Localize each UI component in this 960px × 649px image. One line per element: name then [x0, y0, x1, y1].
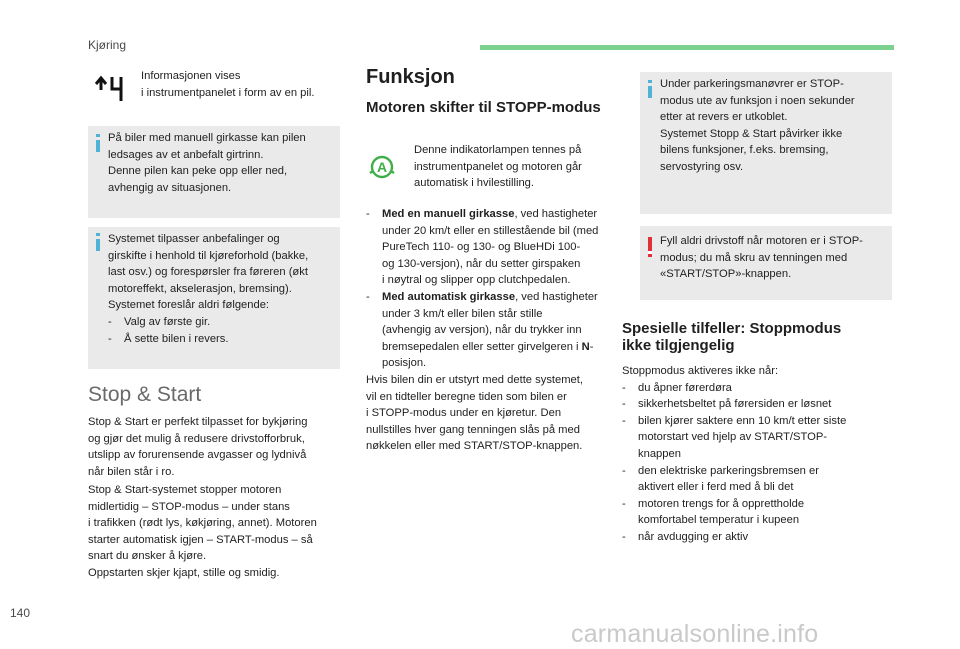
indicator-text: Denne indikatorlampen tennes på instrumentpanelet og motoren går automatisk i hvilestilling.: [414, 144, 582, 190]
header-accent-bar: [480, 45, 894, 50]
page-number: 140: [10, 606, 31, 620]
tip-icon: [96, 239, 100, 251]
tip-icon: [96, 140, 100, 152]
tip-icon: [648, 86, 652, 98]
counter-paragraph: Hvis bilen din er utstyrt med dette systemet, vil en tidteller beregne tiden som bilen er i STOPP-modus under en kjøretur. Den nullstilles hver gang tenningen slås på med nøkkelen eller med START/STOP-knappen.: [366, 373, 583, 453]
list-item: - Å sette bilen i revers.: [108, 332, 229, 345]
warning-box-refuel: Fyll aldri drivstoff når motoren er i STOP- modus; du må skru av tenningen med «START/STOP»-knappen.: [640, 226, 892, 300]
list-item: - bilen kjører saktere enn 10 km/t etter siste motorstart ved hjelp av START/STOP- knappen: [622, 414, 847, 460]
special-cases-title: Spesielle tilfeller: Stoppmodus ikke tilgjengelig: [622, 320, 842, 354]
list-item: - sikkerhetsbeltet på førersiden er løsnet: [622, 398, 832, 411]
info-text: Informasjonen vises i instrumentpanelet i form av en pil.: [141, 70, 315, 99]
function-title: Funksjon: [366, 66, 455, 88]
special-cases-list: Stoppmodus aktiveres ikke når: - du åpner førerdøra - sikkerhetsbeltet på førersiden er løsnet - bilen kjører saktere enn 10 km/t etter siste motorstart ved hjelp av START/STOP- knappen - den elektriske parkeringsbremsen er aktivert eller i ferd med å bli det - motoren trengs for å opprettholde komfortabel temperatur i kupeen - når avdugging er aktiv: [622, 363, 884, 546]
list-item: - den elektriske parkeringsbremsen er aktivert eller i ferd med å bli det: [622, 464, 819, 494]
stop-mode-subtitle: Motoren skifter til STOPP-modus: [366, 99, 601, 116]
stop-start-intro: Stop & Start er perfekt tilpasset for bykjøring og gjør det mulig å redusere drivstofforbruk, utslipp av forurensende avgasser og lydnivå når bilen står i ro.: [88, 416, 308, 478]
indicator-letter: A: [376, 159, 388, 175]
tip-box-manual-gearbox: På biler med manuell girkasse kan pilen ledsages av et anbefalt girtrinn. Denne pilen kan peke opp eller ned, avhengig av situasjonen.: [88, 126, 340, 218]
gear-shift-arrow-icon: [92, 72, 126, 102]
warning-icon: [648, 237, 652, 257]
eco-a-indicator-icon: [368, 155, 396, 179]
tip-box-parking: Under parkeringsmanøvrer er STOP- modus ute av funksjon i noen sekunder etter at revers er utkoblet. Systemet Stopp & Start påvirker ikke bilens funksjoner, f.eks. bremsing, servostyring osv.: [640, 72, 892, 214]
list-item: - når avdugging er aktiv: [622, 530, 749, 543]
list-item: - Med en manuell girkasse, ved hastigheter under 20 km/t eller en stillestående bil (med PureTech 110- og 130- og BlueHDi 100- og 130-versjon), når du setter girspaken i nøytral og slipper opp clutchpedalen.: [366, 208, 599, 287]
section-label: Kjøring: [88, 38, 127, 52]
list-item: - Med automatisk girkasse, ved hastigheter under 3 km/t eller bilen står stille (avhengig av versjon), når du trykker inn bremsepedalen eller setter girvelgeren i N- posisjon.: [366, 290, 598, 370]
stop-start-title: Stop & Start: [88, 383, 202, 406]
list-item: - du åpner førerdøra: [622, 381, 732, 394]
watermark: carmanualsonline.info: [571, 620, 819, 648]
list-item: - Valg av første gir.: [108, 315, 211, 328]
list-item: - motoren trengs for å opprettholde komfortabel temperatur i kupeen: [622, 497, 805, 527]
stop-start-description: Stop & Start-systemet stopper motoren midlertidig – STOP-modus – under stans i trafikken (rødt lys, køkjøring, annet). Motoren starter automatisk igjen – START-modus – så snart du ønsker å kjøre. Oppstarten skjer kjapt, stille og smidig.: [88, 484, 317, 579]
tip-list: [108, 314, 336, 347]
tip-box-system-adapts: Systemet tilpasser anbefalinger og girskifte i henhold til kjøreforhold (bakke, last osv.) og forespørsler fra føreren (økt motoreffekt, akselerasjon, bremsing). Systemet foreslår aldri følgende: - Valg av første gir. - Å sette bilen i revers.: [88, 227, 340, 369]
stop-conditions: [366, 206, 628, 455]
